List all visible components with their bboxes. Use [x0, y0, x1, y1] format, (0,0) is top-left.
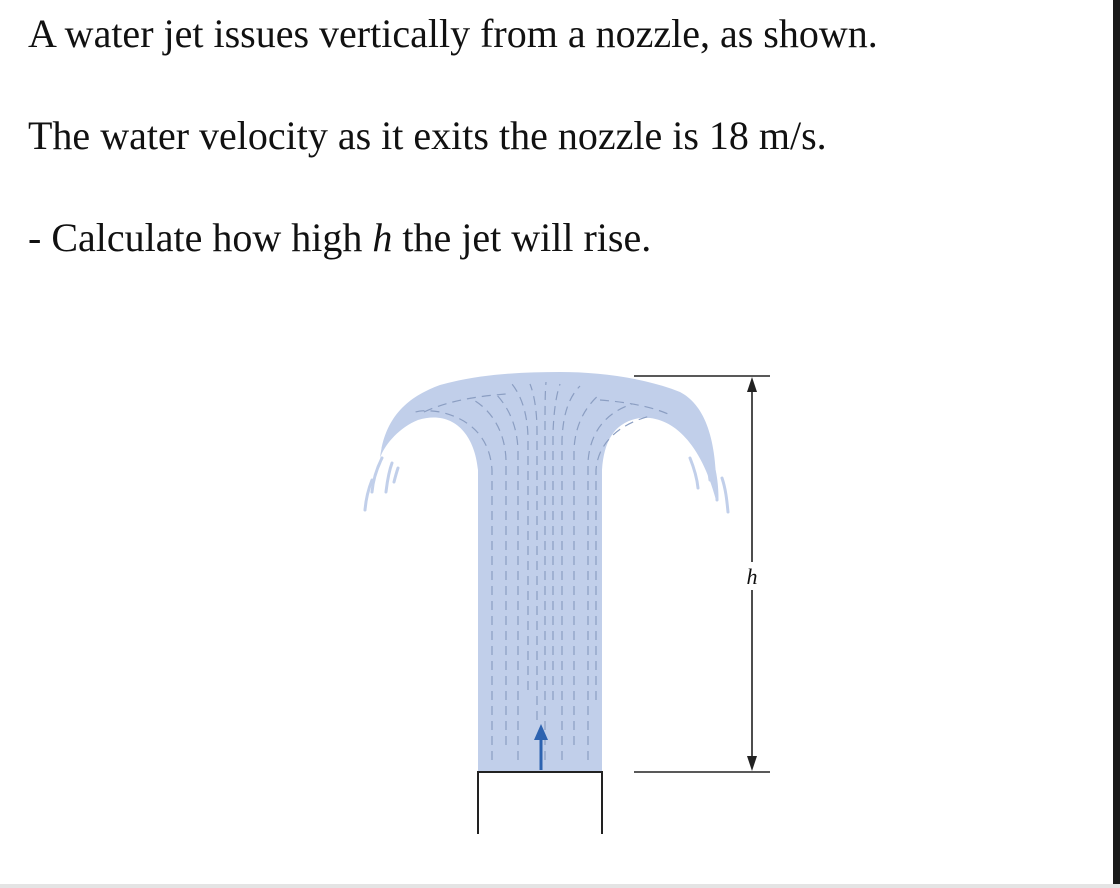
water-jet: [380, 372, 716, 772]
window-bottom-edge: [0, 884, 1120, 888]
prompt-dash: -: [28, 215, 42, 260]
dimension-arrow-up-icon: [747, 377, 757, 392]
left-droplets: [365, 458, 398, 510]
window-right-edge: [1113, 0, 1120, 884]
prompt-text-after: the jet will rise.: [392, 215, 652, 260]
height-label: h: [746, 564, 758, 589]
dimension-arrow-down-icon: [747, 756, 757, 771]
prompt-variable-h: h: [372, 215, 393, 260]
prompt-text-before: Calculate how high: [51, 215, 373, 260]
nozzle: [478, 772, 602, 834]
velocity-statement: The water velocity as it exits the nozzle is 18 m/s.: [28, 113, 827, 158]
problem-statement-line: A water jet issues vertically from a nozzle, as shown.: [28, 11, 878, 56]
